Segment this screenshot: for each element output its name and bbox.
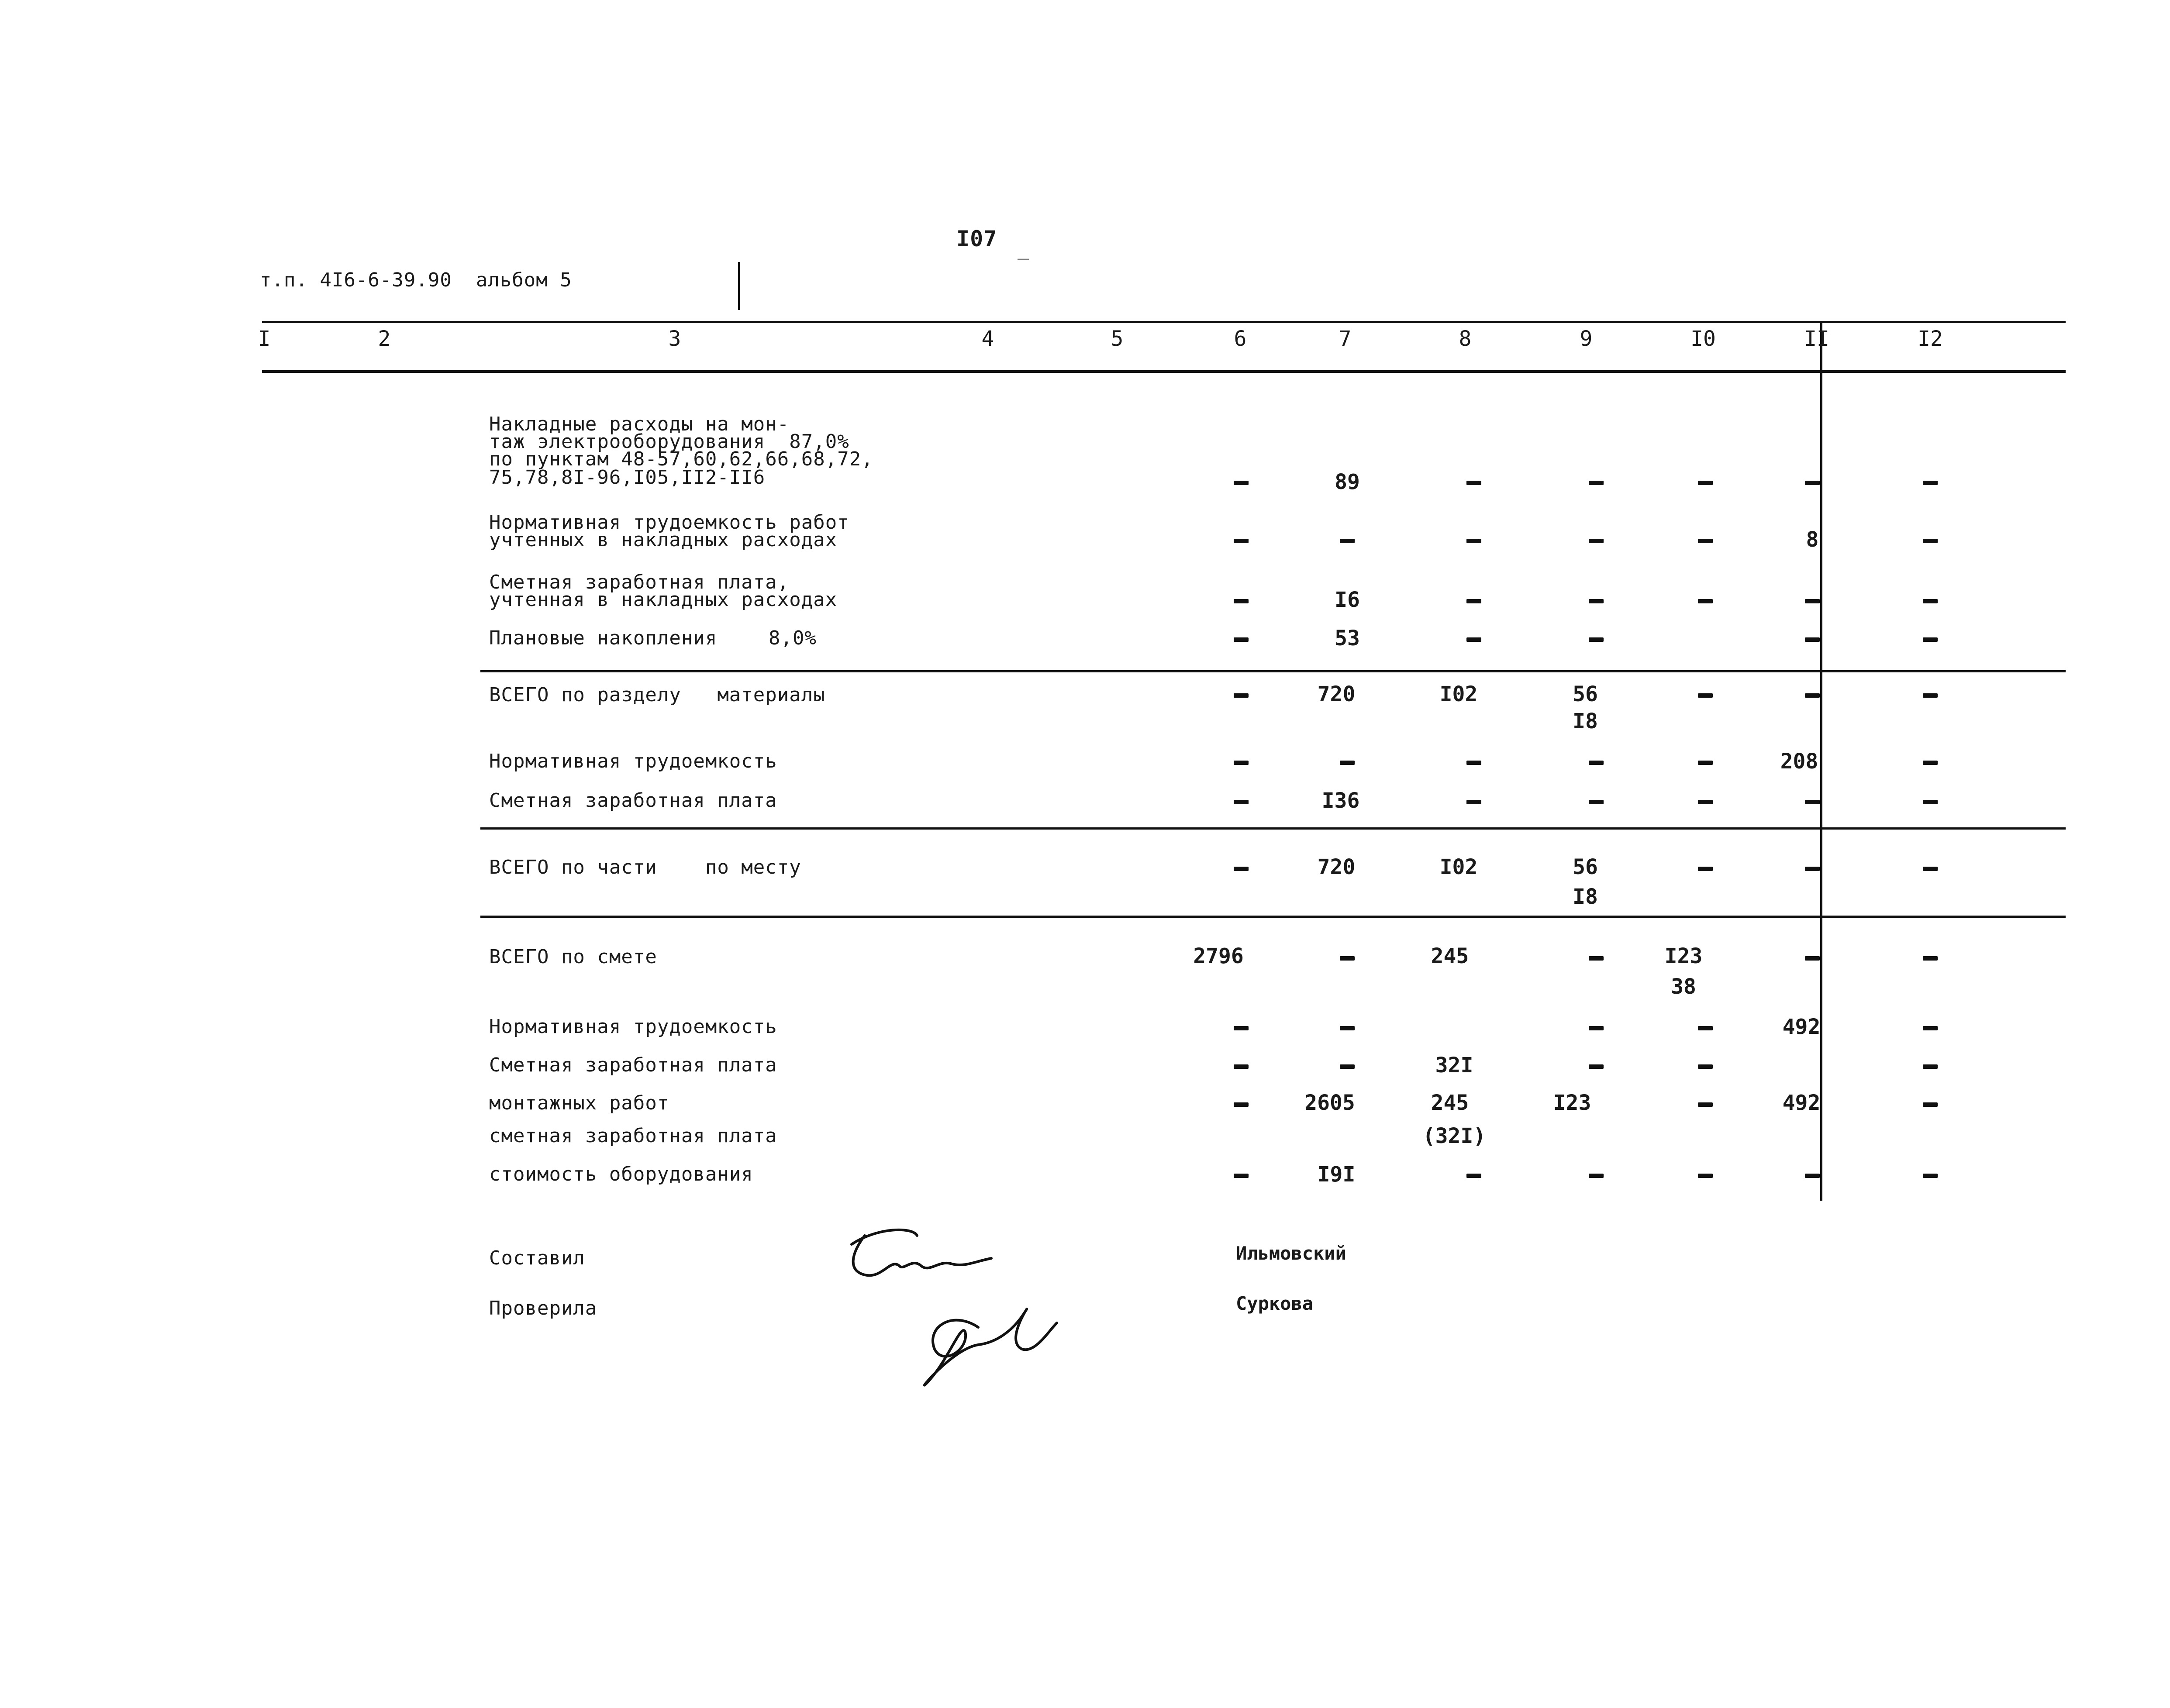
dash-mark xyxy=(1805,637,1820,642)
col-header-7: 7 xyxy=(1339,327,1352,351)
dash-mark xyxy=(1698,800,1713,804)
section-rule-3 xyxy=(480,916,2066,918)
col-header-12: I2 xyxy=(1918,327,1943,351)
row-total-section-col9-b: I8 xyxy=(1573,709,1598,733)
row-total-labor-col11: 492 xyxy=(1782,1015,1821,1039)
row-total-part-col9-a: 56 xyxy=(1573,855,1598,879)
table-header-rule xyxy=(262,370,2066,373)
dash-mark xyxy=(1589,1026,1604,1030)
dash-mark xyxy=(1698,481,1713,485)
dash-mark xyxy=(1923,1174,1938,1178)
dash-mark xyxy=(1805,599,1820,603)
row-wages-label: Сметная заработная плата xyxy=(489,789,777,812)
section-rule-1 xyxy=(480,670,2066,672)
dash-mark xyxy=(1805,481,1820,485)
row-total-section-col8: I02 xyxy=(1439,682,1478,706)
signature-compiler xyxy=(838,1218,1066,1402)
row-overhead-label-1: Накладные расходы на мон- xyxy=(489,413,790,435)
dash-mark xyxy=(1234,637,1249,642)
row-installation-col11: 492 xyxy=(1782,1091,1821,1115)
dash-mark xyxy=(1805,693,1820,698)
dash-mark xyxy=(1589,761,1604,765)
row-installation-col7: 2605 xyxy=(1304,1091,1355,1115)
row-equipment-cost-label: стоимость оборудования xyxy=(489,1163,753,1185)
row-installation-col8: 245 xyxy=(1431,1091,1469,1115)
dash-mark xyxy=(1589,1064,1604,1069)
table-top-rule xyxy=(262,321,2066,323)
dash-mark xyxy=(1234,1174,1249,1178)
dash-mark xyxy=(1923,637,1938,642)
row-total-estimate-label: ВСЕГО по смете xyxy=(489,946,657,968)
row-labor-norm-label: Нормативная трудоемкость xyxy=(489,750,777,772)
document-reference: т.п. 4I6-6-39.90 альбом 5 xyxy=(260,269,572,291)
row-overhead-col7: 89 xyxy=(1335,470,1360,494)
row-wages-overhead-label-1: Сметная заработная плата, xyxy=(489,571,790,593)
dash-mark xyxy=(1698,1174,1713,1178)
section-rule-2 xyxy=(480,827,2066,830)
dash-mark xyxy=(1589,481,1604,485)
row-total-estimate-col10-b: 38 xyxy=(1671,975,1696,999)
row-total-part-col9-b: I8 xyxy=(1573,885,1598,909)
dash-mark xyxy=(1234,599,1249,603)
dash-mark xyxy=(1923,1064,1938,1069)
col-header-3: 3 xyxy=(668,327,681,351)
dash-mark xyxy=(1589,800,1604,804)
row-total-part-label: ВСЕГО по части по месту xyxy=(489,856,801,878)
col-header-9: 9 xyxy=(1580,327,1593,351)
dash-mark xyxy=(1234,1026,1249,1030)
dash-mark xyxy=(1466,539,1481,543)
dash-mark xyxy=(1698,1026,1713,1030)
row-total-wages-col8: 32I xyxy=(1435,1053,1473,1078)
dash-mark xyxy=(1805,800,1820,804)
row-labor-norm-col11: 208 xyxy=(1780,749,1818,774)
dash-mark xyxy=(1234,761,1249,765)
checked-by-name: Суркова xyxy=(1236,1293,1314,1314)
dash-mark xyxy=(1466,1174,1481,1178)
col-header-10: I0 xyxy=(1690,327,1716,351)
dash-mark xyxy=(1234,1102,1249,1107)
row-total-estimate-col10-a: I23 xyxy=(1664,944,1703,968)
dash-mark xyxy=(1923,693,1938,698)
dash-mark xyxy=(1698,867,1713,871)
dash-mark xyxy=(1589,539,1604,543)
row-planned-savings-pct: 8,0% xyxy=(769,627,817,649)
dash-mark xyxy=(1234,539,1249,543)
row-wages-col7: I36 xyxy=(1321,789,1360,813)
dash-mark xyxy=(1923,1102,1938,1107)
row-installation-label: монтажных работ xyxy=(489,1092,669,1114)
dash-mark xyxy=(1805,956,1820,961)
dash-mark xyxy=(1234,481,1249,485)
dash-mark xyxy=(1589,599,1604,603)
col-header-1: I xyxy=(258,327,271,351)
dash-mark xyxy=(1234,693,1249,698)
margin-tick xyxy=(738,262,740,310)
page-number: I07 xyxy=(956,226,997,251)
row-install-wages-col8: (32I) xyxy=(1422,1124,1486,1148)
row-total-estimate-col8: 245 xyxy=(1431,944,1469,968)
dash-mark xyxy=(1923,956,1938,961)
dash-mark xyxy=(1340,539,1355,543)
dash-mark xyxy=(1698,599,1713,603)
dash-mark xyxy=(1466,637,1481,642)
row-wages-overhead-col7: I6 xyxy=(1335,588,1360,612)
row-overhead-label-3: по пунктам 48-57,60,62,66,68,72, xyxy=(489,448,873,470)
row-planned-savings-label: Плановые накопления xyxy=(489,627,718,649)
dash-mark xyxy=(1234,867,1249,871)
col-header-11: II xyxy=(1804,327,1829,351)
col-header-6: 6 xyxy=(1234,327,1247,351)
col-header-5: 5 xyxy=(1111,327,1124,351)
dash-mark xyxy=(1923,1026,1938,1030)
row-overhead-label-4: 75,78,8I-96,I05,II2-II6 xyxy=(489,466,766,489)
row-equipment-cost-col7: I9I xyxy=(1317,1162,1356,1187)
dash-mark xyxy=(1923,539,1938,543)
dash-mark xyxy=(1698,539,1713,543)
dash-mark xyxy=(1589,956,1604,961)
dash-mark xyxy=(1340,1064,1355,1069)
row-labor-overhead-label-2: учтенных в накладных расходах xyxy=(489,529,838,551)
row-total-part-col8: I02 xyxy=(1439,855,1478,879)
col-header-4: 4 xyxy=(981,327,994,351)
scan-mark: _ xyxy=(1018,238,1030,260)
dash-mark xyxy=(1698,761,1713,765)
row-overhead-label-2: таж электрооборудования 87,0% xyxy=(489,430,849,453)
dash-mark xyxy=(1698,693,1713,698)
row-planned-savings-col7: 53 xyxy=(1335,626,1360,651)
compiled-by-name: Ильмовский xyxy=(1236,1243,1346,1264)
row-install-wages-label: сметная заработная плата xyxy=(489,1125,777,1147)
col-header-8: 8 xyxy=(1459,327,1472,351)
row-total-section-col7: 720 xyxy=(1317,682,1356,706)
dash-mark xyxy=(1923,761,1938,765)
dash-mark xyxy=(1466,599,1481,603)
row-wages-overhead-label-2: учтенная в накладных расходах xyxy=(489,589,838,611)
dash-mark xyxy=(1805,867,1820,871)
dash-mark xyxy=(1234,800,1249,804)
dash-mark xyxy=(1589,637,1604,642)
dash-mark xyxy=(1923,481,1938,485)
dash-mark xyxy=(1234,1064,1249,1069)
row-total-section-col9-a: 56 xyxy=(1573,682,1598,706)
dash-mark xyxy=(1340,761,1355,765)
dash-mark xyxy=(1466,481,1481,485)
dash-mark xyxy=(1466,761,1481,765)
dash-mark xyxy=(1340,1026,1355,1030)
dash-mark xyxy=(1698,1102,1713,1107)
row-total-labor-label: Нормативная трудоемкость xyxy=(489,1016,777,1038)
row-total-estimate-col6: 2796 xyxy=(1193,944,1244,968)
dash-mark xyxy=(1923,599,1938,603)
compiled-by-label: Составил xyxy=(489,1247,585,1269)
row-installation-col9: I23 xyxy=(1553,1091,1591,1115)
checked-by-label: Проверила xyxy=(489,1297,597,1319)
row-labor-overhead-col11: 8 xyxy=(1806,527,1819,552)
row-labor-overhead-label-1: Нормативная трудоемкость работ xyxy=(489,511,849,534)
row-total-wages-label: Сметная заработная плата xyxy=(489,1054,777,1076)
dash-mark xyxy=(1466,800,1481,804)
col-header-2: 2 xyxy=(378,327,391,351)
dash-mark xyxy=(1589,1174,1604,1178)
row-total-part-col7: 720 xyxy=(1317,855,1356,879)
row-total-section-label: ВСЕГО по разделу материалы xyxy=(489,684,825,706)
dash-mark xyxy=(1923,800,1938,804)
dash-mark xyxy=(1340,956,1355,961)
dash-mark xyxy=(1698,1064,1713,1069)
dash-mark xyxy=(1923,867,1938,871)
dash-mark xyxy=(1805,1174,1820,1178)
